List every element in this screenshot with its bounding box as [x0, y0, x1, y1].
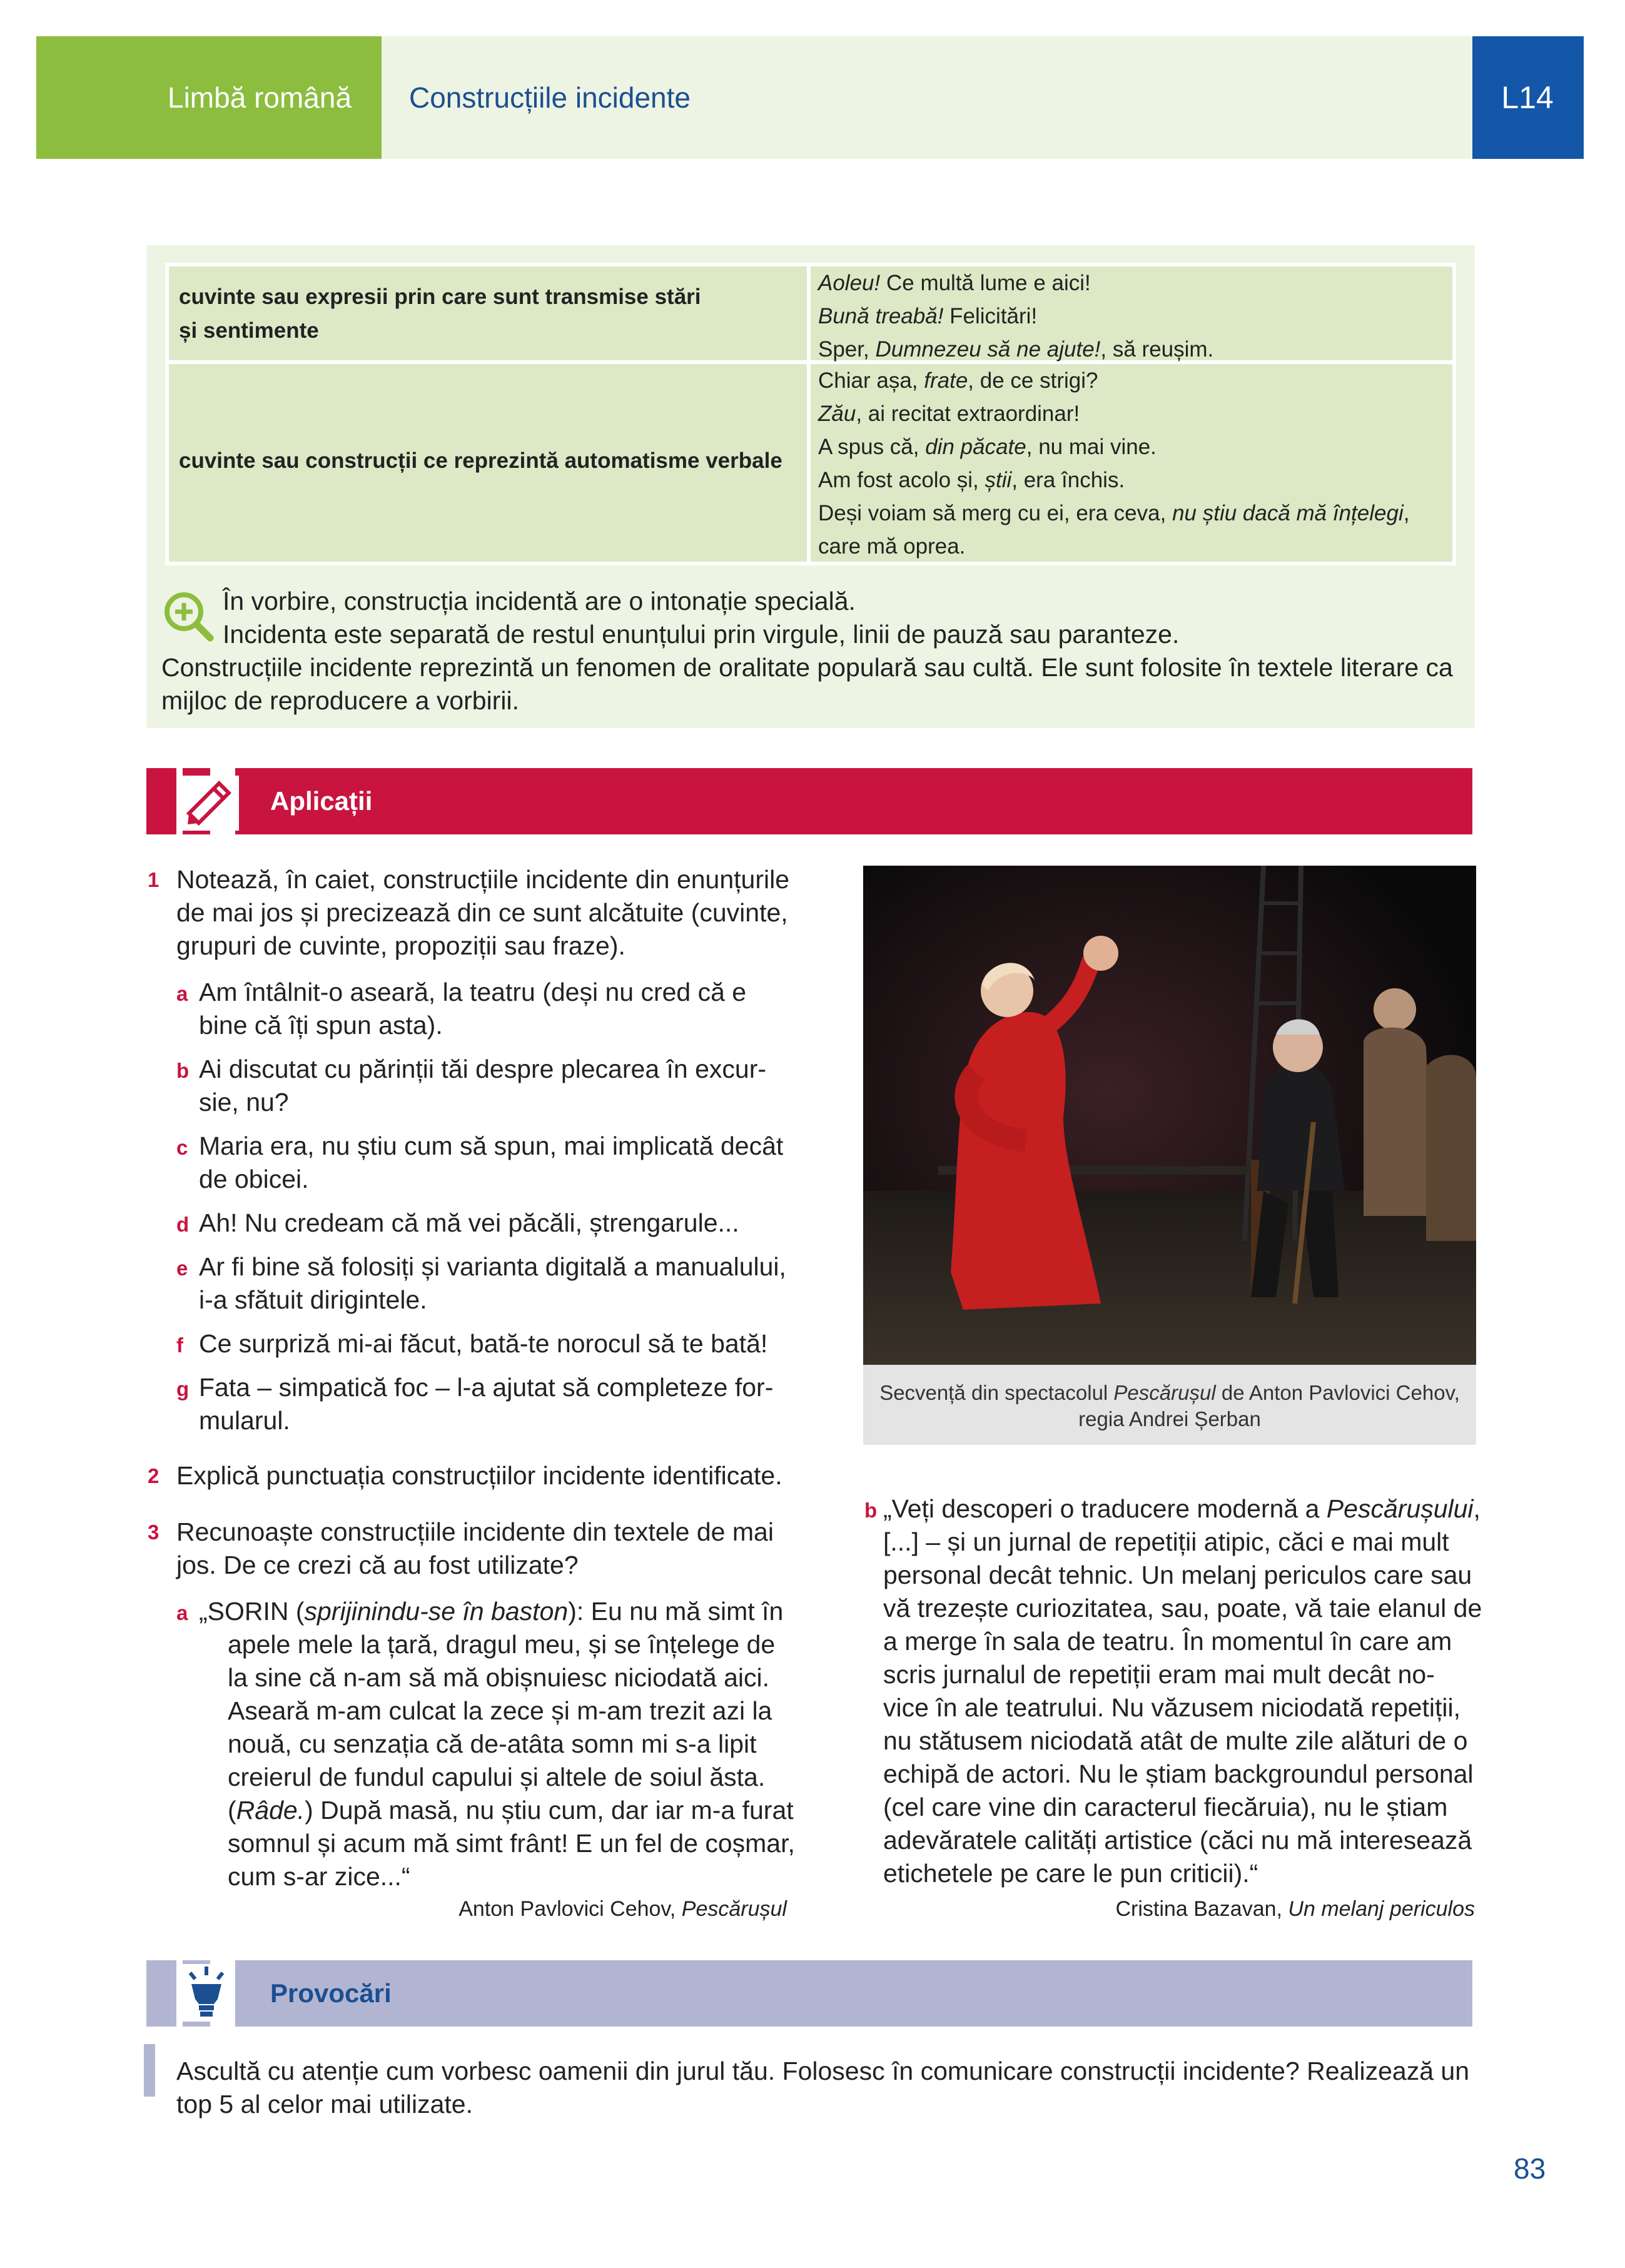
text-segment: nouă, cu senzația că de-atâta somn mi s-a lipit [228, 1729, 757, 1758]
table-row-1-label [169, 266, 807, 360]
item-text: bine că îți spun asta). [199, 1011, 443, 1040]
quote-line [228, 1860, 410, 1893]
item-text: sie, nu? [199, 1088, 289, 1116]
table-label-line: cuvinte sau construcții ce reprezintă automatisme verbale [179, 448, 782, 473]
exercise-text: Explică punctuația construcțiilor incidente identificate. [176, 1461, 782, 1490]
item-letter: c [176, 1136, 188, 1159]
quote-source [883, 1895, 1475, 1923]
example-line [818, 497, 1452, 530]
item-letter: e [176, 1257, 188, 1280]
text-segment: Aseară m-am culcat la zece și m-am trezit azi la [228, 1696, 772, 1725]
exercise-number: 3 [148, 1521, 159, 1544]
caption-line [863, 1380, 1476, 1406]
exercise-text: Notează, în caiet, construcțiile incidente din enunțurile [176, 865, 790, 894]
note-line: În vorbire, construcția incidentă are o intonație specială. [223, 587, 856, 615]
lesson-label: L14 [1501, 80, 1554, 115]
text-segment: Secvență din spectacolul [879, 1381, 1114, 1404]
quote-line [883, 1559, 1472, 1592]
quote-line [199, 1595, 783, 1628]
text-segment: Deși voiam să merg cu ei, era ceva, [818, 501, 1173, 525]
text-segment: apele mele la țară, dragul meu, și se înțelege de [228, 1630, 776, 1659]
table-row-2-examples [811, 364, 1452, 562]
provocari-title: Provocări [270, 1978, 392, 2008]
text-segment: nu stătusem niciodată atât de multe zile alături de o [883, 1726, 1468, 1755]
example-line [818, 364, 1452, 397]
item-text: Ai discutat cu părinții tăi despre plecarea în excur- [199, 1055, 767, 1083]
text-segment: Sper, [818, 337, 876, 362]
item-letter: a [176, 1601, 188, 1624]
source-title: Un melanj periculos [1288, 1897, 1475, 1921]
italic-segment: sprijinindu-se în baston [304, 1597, 569, 1626]
item-text: i-a sfătuit dirigintele. [199, 1285, 427, 1314]
page-number: 83 [1514, 2152, 1546, 2185]
source-author: Anton Pavlovici Cehov, [458, 1897, 682, 1921]
quote-line [883, 1791, 1447, 1824]
lightbulb-icon [181, 1964, 231, 2022]
quote-line [883, 1758, 1474, 1791]
italic-segment: știi [985, 468, 1012, 492]
quote-line [228, 1827, 795, 1860]
example-line [818, 397, 1452, 430]
text-segment: adevăratele calități artistice (căci nu mă interesează [883, 1826, 1472, 1855]
exercise-text: jos. De ce crezi că au fost utilizate? [176, 1551, 579, 1579]
text-segment: , [1473, 1494, 1481, 1523]
quote-line [228, 1628, 775, 1661]
text-segment: vice în ale teatrului. Nu văzusem niciodată repetiții, [883, 1693, 1460, 1722]
italic-segment: Pescărușului [1326, 1494, 1474, 1523]
theatre-photo [863, 866, 1476, 1365]
quote-line [883, 1625, 1452, 1658]
text-segment: ): Eu nu mă simt în [568, 1597, 784, 1626]
item-letter: d [176, 1213, 190, 1236]
pencil-icon [181, 776, 239, 831]
header-topic: Construcțiile incidente [409, 81, 691, 114]
text-segment: regia Andrei Șerban [1078, 1407, 1261, 1430]
exercise-text: grupuri de cuvinte, propoziții sau fraze). [176, 931, 625, 960]
exercise-number: 1 [148, 868, 159, 891]
text-segment: , [1403, 501, 1410, 525]
text-segment: Chiar așa, [818, 368, 924, 393]
quote-line [883, 1724, 1467, 1758]
italic-segment: Bună treabă! [818, 304, 944, 328]
text-segment: , de ce strigi? [968, 368, 1098, 393]
example-line [818, 266, 1452, 300]
item-text: de obicei. [199, 1165, 309, 1193]
item-text: Maria era, nu știu cum să spun, mai implicată decât [199, 1131, 784, 1160]
text-segment: , era închis. [1011, 468, 1125, 492]
source-author: Cristina Bazavan, [1115, 1897, 1288, 1921]
table-row-1-examples [811, 266, 1452, 360]
italic-segment: din păcate [925, 435, 1026, 459]
text-segment: ( [228, 1796, 236, 1825]
quote-line [883, 1857, 1258, 1890]
zoom-plus-icon [161, 589, 214, 642]
text-segment: somnul și acum mă simt frânt! E un fel de coșmar, [228, 1829, 795, 1858]
note-line: Incidenta este separată de restul enunțului prin virgule, linii de pauză sau paranteze. [223, 620, 1180, 649]
text-segment: , să reușim. [1100, 337, 1214, 362]
note-line: Construcțiile incidente reprezintă un fenomen de oralitate populară sau cultă. Ele sunt folosite în textele literare ca [161, 653, 1453, 682]
text-segment: „Veți descoperi o traducere modernă a [883, 1494, 1327, 1523]
text-segment: (cel care vine din caracterul fiecăruia), nu le știam [883, 1793, 1448, 1821]
item-text: Am întâlnit-o aseară, la teatru (deși nu cred că e [199, 978, 747, 1006]
header-subject: Limbă română [168, 81, 352, 114]
quote-source [228, 1895, 787, 1923]
stage-scene-image [863, 866, 1476, 1365]
text-segment: care mă oprea. [818, 534, 966, 559]
quote-line [883, 1492, 1481, 1526]
italic-segment: frate [924, 368, 968, 393]
source-title: Pescărușul [681, 1897, 787, 1921]
quote-line [883, 1824, 1472, 1857]
text-segment: A spus că, [818, 435, 926, 459]
text-segment: creierul de fundul capului și altele de soiul ăsta. [228, 1763, 766, 1791]
text-segment: , ai recitat extraordinar! [856, 402, 1080, 426]
text-segment: ) După masă, nu știu cum, dar iar m-a furat [305, 1796, 794, 1825]
exercise-text: de mai jos și precizează din ce sunt alcătuite (cuvinte, [176, 898, 788, 927]
aplicatii-title: Aplicații [270, 786, 373, 816]
provocari-marker [144, 2044, 155, 2097]
exercise-number: 2 [148, 1464, 159, 1487]
example-line [818, 463, 1452, 497]
text-segment: personal decât tehnic. Un melanj periculos care sau [883, 1561, 1472, 1589]
item-text: mularul. [199, 1406, 290, 1435]
table-label-line: și sentimente [179, 318, 319, 343]
italic-segment: Pescărușul [1113, 1381, 1216, 1404]
quote-line [883, 1526, 1449, 1559]
example-line [818, 530, 1452, 563]
text-segment: echipă de actori. Nu le știam backgroundul personal [883, 1759, 1474, 1788]
quote-line [228, 1761, 765, 1794]
quote-line [228, 1794, 794, 1827]
caption-line [863, 1406, 1476, 1432]
example-line [818, 300, 1452, 333]
example-line [818, 430, 1452, 463]
table-row-2-label [169, 364, 807, 562]
italic-segment: nu știu dacă mă înțelegi [1172, 501, 1404, 525]
quote-line [228, 1728, 757, 1761]
text-segment: a merge în sala de teatru. În momentul în care am [883, 1627, 1452, 1656]
quote-line [883, 1592, 1482, 1625]
item-letter: b [176, 1059, 190, 1082]
italic-segment: Râde. [236, 1796, 305, 1825]
table-label-line: cuvinte sau expresii prin care sunt transmise stări [179, 285, 701, 309]
item-letter: g [176, 1377, 190, 1400]
text-segment: vă trezește curiozitatea, sau, poate, vă taie elanul de [883, 1594, 1482, 1623]
quote-line [228, 1661, 769, 1694]
item-text: Ce surpriză mi-ai făcut, bată-te norocul să te bată! [199, 1329, 768, 1358]
item-letter: b [864, 1499, 878, 1522]
text-segment: „SORIN ( [199, 1597, 305, 1626]
italic-segment: Zău [818, 402, 856, 426]
text-segment: Ce multă lume e aici! [880, 271, 1091, 295]
text-segment: cum s-ar zice...“ [228, 1862, 410, 1891]
item-text: Fata – simpatică foc – l-a ajutat să completeze for- [199, 1373, 774, 1402]
text-segment: scris jurnalul de repetiții eram mai mult decât no- [883, 1660, 1435, 1689]
incidence-table [165, 263, 1456, 565]
exercise-text: Recunoaște construcțiile incidente din textele de mai [176, 1517, 774, 1546]
item-letter: a [176, 982, 188, 1005]
quote-line [228, 1694, 772, 1728]
text-segment: Am fost acolo și, [818, 468, 985, 492]
item-text: Ar fi bine să folosiți și varianta digitală a manualului, [199, 1252, 786, 1281]
text-segment: Felicitări! [943, 304, 1038, 328]
text-segment: etichetele pe care le pun criticii).“ [883, 1859, 1258, 1888]
text-segment: de Anton Pavlovici Cehov, [1215, 1381, 1460, 1404]
example-line [818, 333, 1452, 366]
item-text: Ah! Nu credeam că mă vei păcăli, ștrengarule... [199, 1208, 739, 1237]
note-line: mijloc de reproducere a vorbirii. [161, 686, 519, 715]
text-segment: , nu mai vine. [1026, 435, 1157, 459]
italic-segment: Dumnezeu să ne ajute! [875, 337, 1101, 362]
italic-segment: Aoleu! [818, 271, 881, 295]
item-letter: f [176, 1334, 183, 1357]
provocari-text: top 5 al celor mai utilizate. [176, 2090, 473, 2119]
quote-line [883, 1691, 1460, 1724]
text-segment: la sine că n-am să mă obișnuiesc niciodată aici. [228, 1663, 769, 1692]
provocari-text: Ascultă cu atenție cum vorbesc oamenii din jurul tău. Folosesc în comunicare construcții incidente? Realizează un [176, 2057, 1469, 2085]
quote-line [883, 1658, 1435, 1691]
text-segment: [...] – și un jurnal de repetiții atipic, căci e mai mult [883, 1527, 1449, 1556]
